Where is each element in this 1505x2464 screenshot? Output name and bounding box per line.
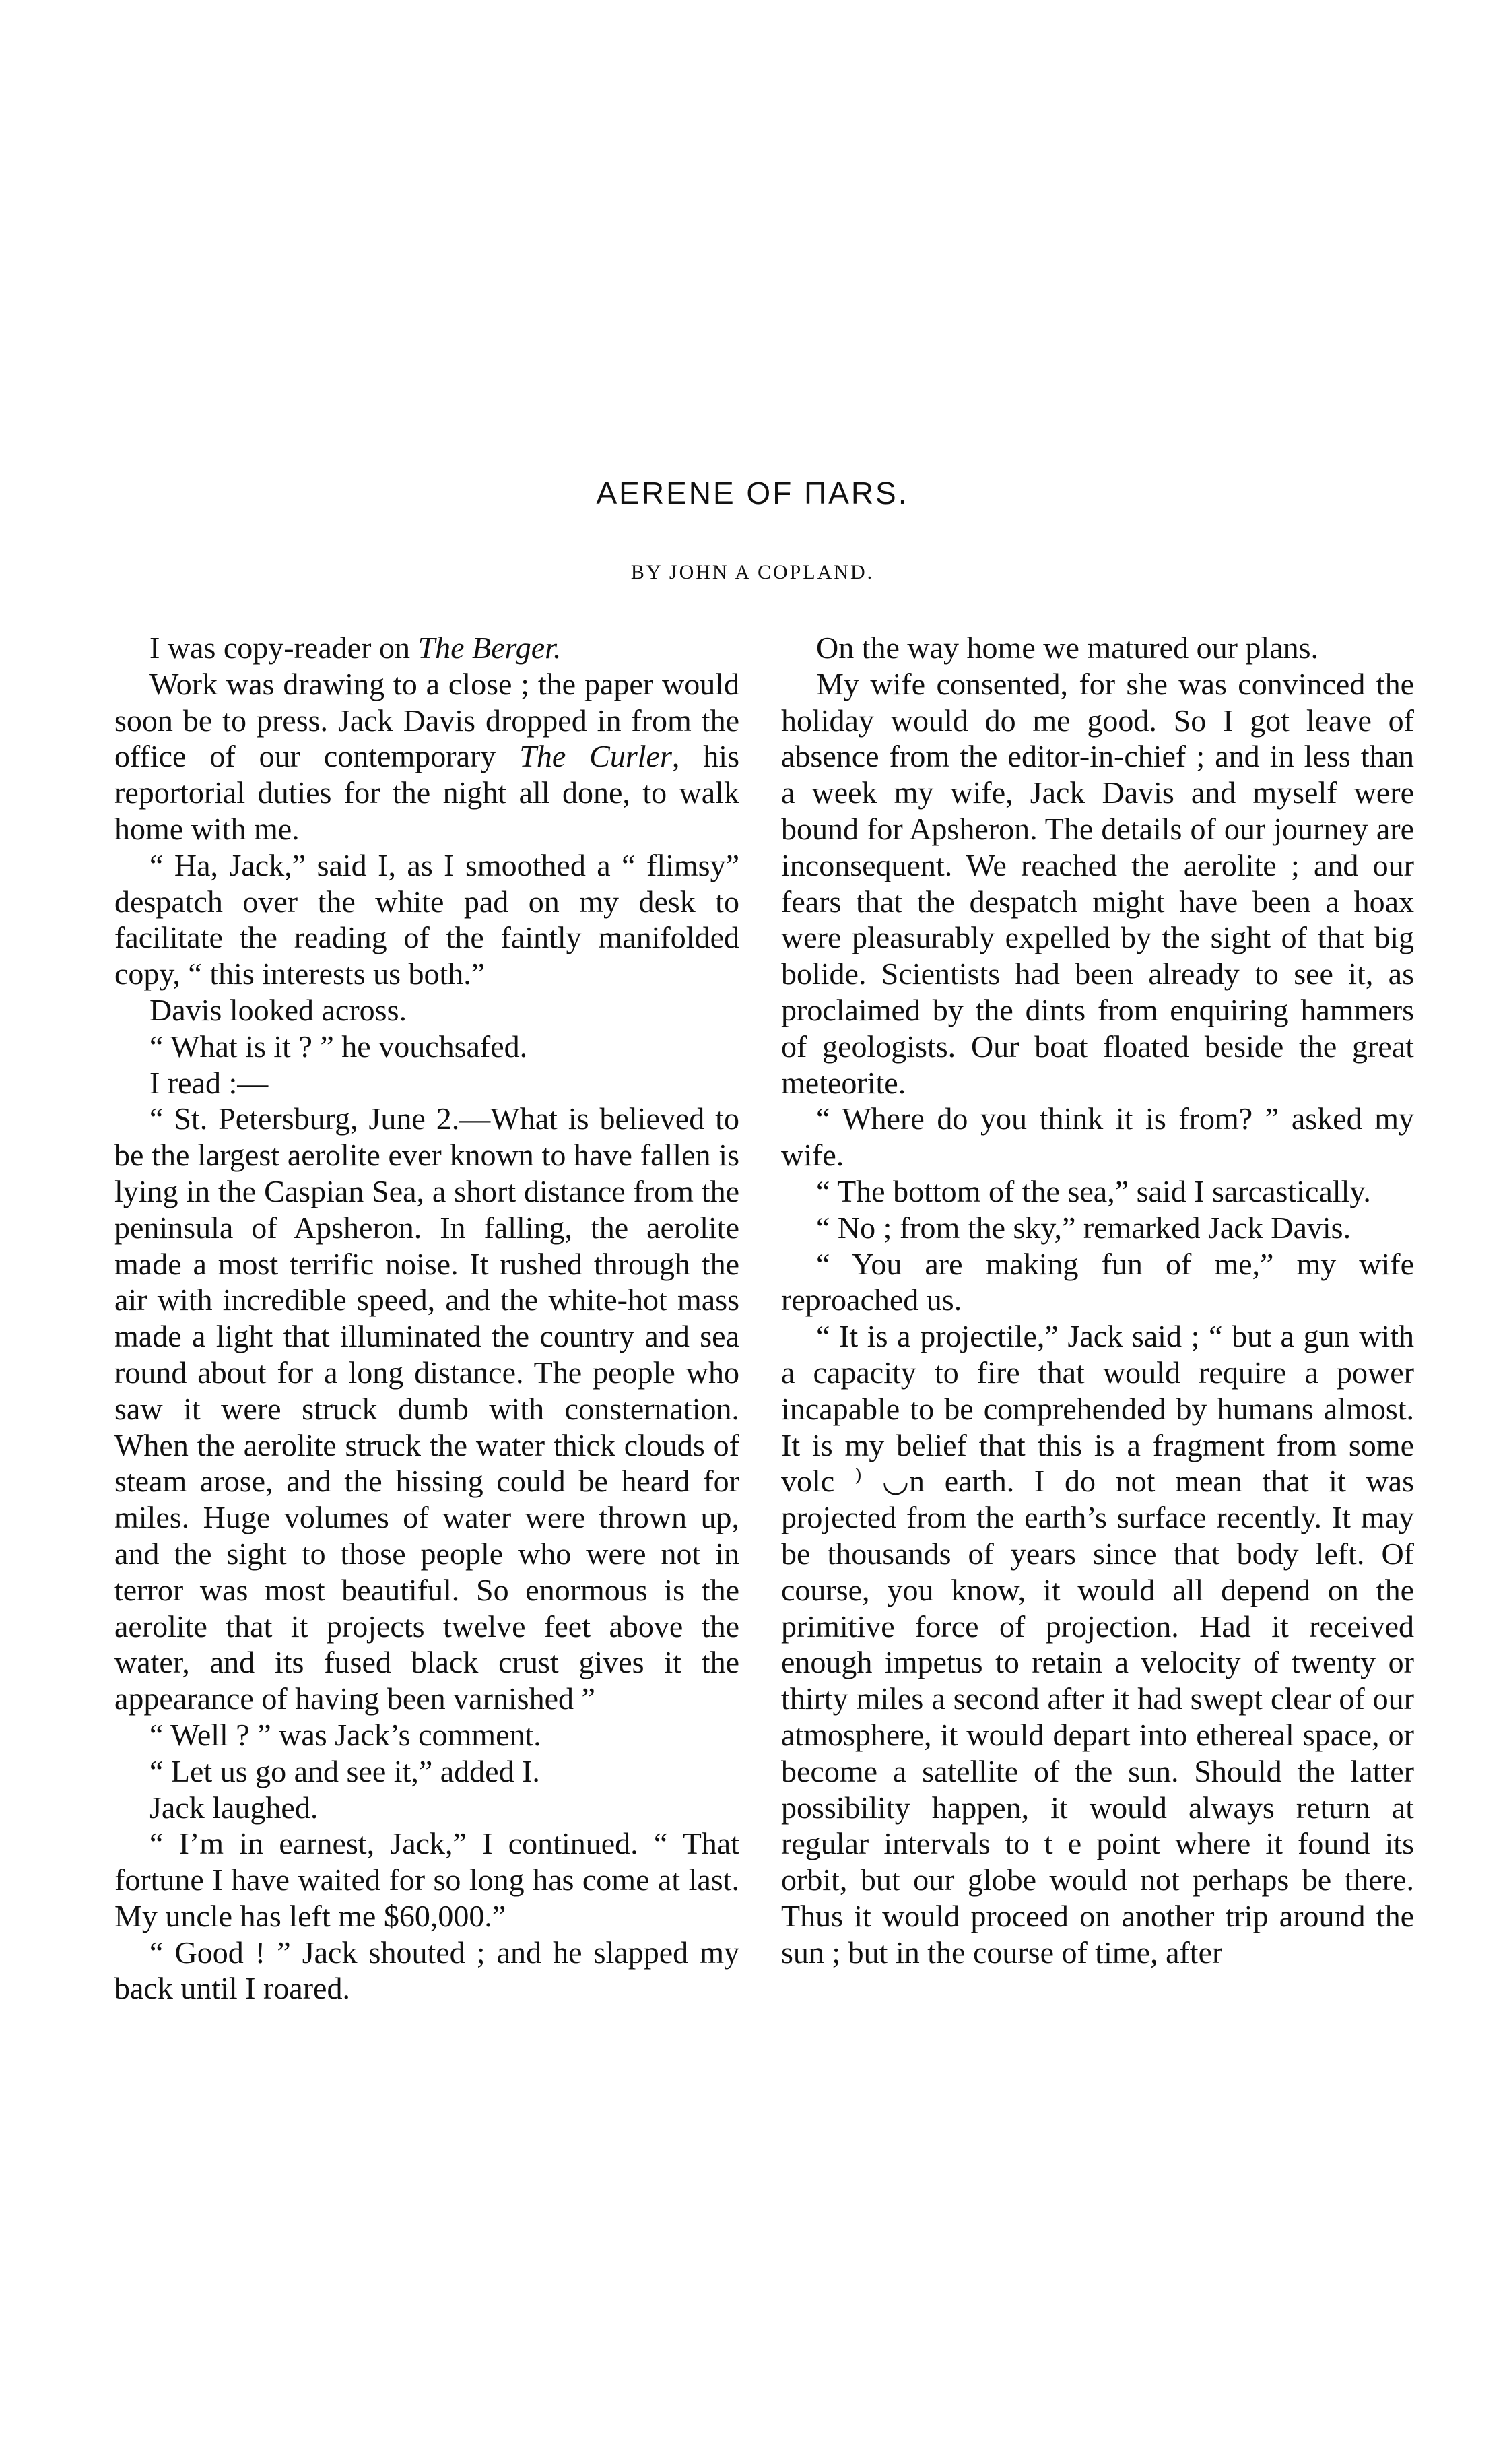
paragraph (781, 630, 1414, 666)
paragraph (114, 666, 739, 847)
paragraph (114, 1935, 739, 2007)
paragraph-text: Davis looked across. (149, 992, 407, 1027)
paragraph-text: “ Good ! ” Jack shouted ; and he slapped my back until I roared. (114, 1935, 739, 2006)
paragraph (114, 1753, 739, 1790)
paragraph-text: “ I’m in earnest, Jack,” I continued. “ That fortune I have waited for so long has come at last. My uncle has left me $60,000.” (114, 1826, 739, 1933)
paragraph (114, 1717, 739, 1753)
italic-title: The Berger. (417, 630, 562, 665)
left-text-column (114, 630, 739, 2007)
paragraph-text: Work was drawing to a close ; the paper would soon be to press. Jack Davis dropped in from the office of our contemporary (114, 666, 739, 774)
paragraph-text: “ Where do you think it is from? ” asked my wife. (781, 1101, 1414, 1173)
paragraph (114, 630, 739, 666)
paragraph (781, 1173, 1414, 1210)
paragraph (114, 1825, 739, 1934)
paragraph-text: “ Ha, Jack,” said I, as I smoothed a “ flimsy” despatch over the white pad on my desk to facilitate the reading of the faintly manifolded copy, “ this interests us both.” (114, 847, 739, 992)
paragraph (114, 847, 739, 992)
paragraph-text: “ The bottom of the sea,” said I sarcastically. (816, 1173, 1371, 1208)
article-byline: BY JOHN A COPLAND. (630, 561, 875, 583)
paragraph-text: I read :— (149, 1065, 269, 1100)
paragraph (781, 1101, 1414, 1173)
article-title: AERENE OF ПARS. (596, 476, 909, 511)
italic-title: The Curler (519, 739, 672, 774)
paragraph (114, 992, 739, 1029)
paragraph-text: “ What is it ? ” he vouchsafed. (149, 1029, 528, 1064)
paragraph-text: On the way home we matured our plans. (816, 630, 1319, 665)
paragraph-text: “ Let us go and see it,” added I. (149, 1753, 540, 1788)
paragraph-text: My wife consented, for she was convinced the holiday would do me good. So I got leave of absence from the editor-in-chief ; and in less than a week my wife, Jack Davis and myself were bound for Apsheron. The details of our journey are inconsequent. We reached the aerolite ; and our fears that the despatch might have been a hoax were pleasurably expelled by the sight of that big bolide. Scientists had been already to see it, as proclaimed by the dints from enquiring hammers of geologists. Our boat floated beside the great meteorite. (781, 666, 1414, 1100)
paragraph (781, 1210, 1414, 1246)
paragraph-text: I was copy-reader on (149, 630, 418, 665)
paragraph (781, 666, 1414, 1101)
paragraph (781, 1246, 1414, 1319)
paragraph (114, 1065, 739, 1101)
paragraph-text: “ You are making fun of me,” my wife reproached us. (781, 1246, 1414, 1318)
right-text-column (781, 630, 1414, 1970)
paragraph (114, 1790, 739, 1826)
paragraph-text: “ Well ? ” was Jack’s comment. (149, 1717, 541, 1752)
paragraph-text: “ It is a projectile,” Jack said ; “ but a gun with a capacity to fire that would require a power incapable to be comprehended by humans almost. It is my belief that this is a fragment from some volc ⁾ ◡n earth. I do not mean that it was projected from the earth’s surface recently. It may be thousands of years since that body left. Of course, you know, it would all depend on the primitive force of projection. Had it received enough impetus to retain a velocity of twenty or thirty miles a second after it had swept clear of our atmosphere, it would depart into ethereal space, or become a satellite of the sun. Should the latter possibility happen, it would always return at regular intervals to t e point where it found its orbit, but our globe would not perhaps be there. Thus it would proceed on another trip around the sun ; but in the course of time, after (781, 1319, 1414, 1970)
paragraph (781, 1318, 1414, 1970)
paragraph-text: , his reportorial duties for the night all done, to walk home with me. (114, 739, 739, 846)
paragraph-text: “ No ; from the sky,” remarked Jack Davis. (816, 1210, 1351, 1245)
paragraph-text: “ St. Petersburg, June 2.—What is believed to be the largest aerolite ever known to have fallen is lying in the Caspian Sea, a short distance from the peninsula of Apsheron. In falling, the aerolite made a most terrific noise. It rushed through the air with incredible speed, and the white-hot mass made a light that illuminated the country and sea round about for a long distance. The people who saw it were struck dumb with consternation. When the aerolite struck the water thick clouds of steam arose, and the hissing could be heard for miles. Huge volumes of water were thrown up, and the sight to those people who were not in terror was most beautiful. So enormous is the aerolite that it projects twelve feet above the water, and its fused black crust gives it the appearance of having been varnished ” (114, 1101, 739, 1716)
paragraph (114, 1029, 739, 1065)
paragraph-text: Jack laughed. (149, 1790, 319, 1825)
paragraph (114, 1101, 739, 1717)
